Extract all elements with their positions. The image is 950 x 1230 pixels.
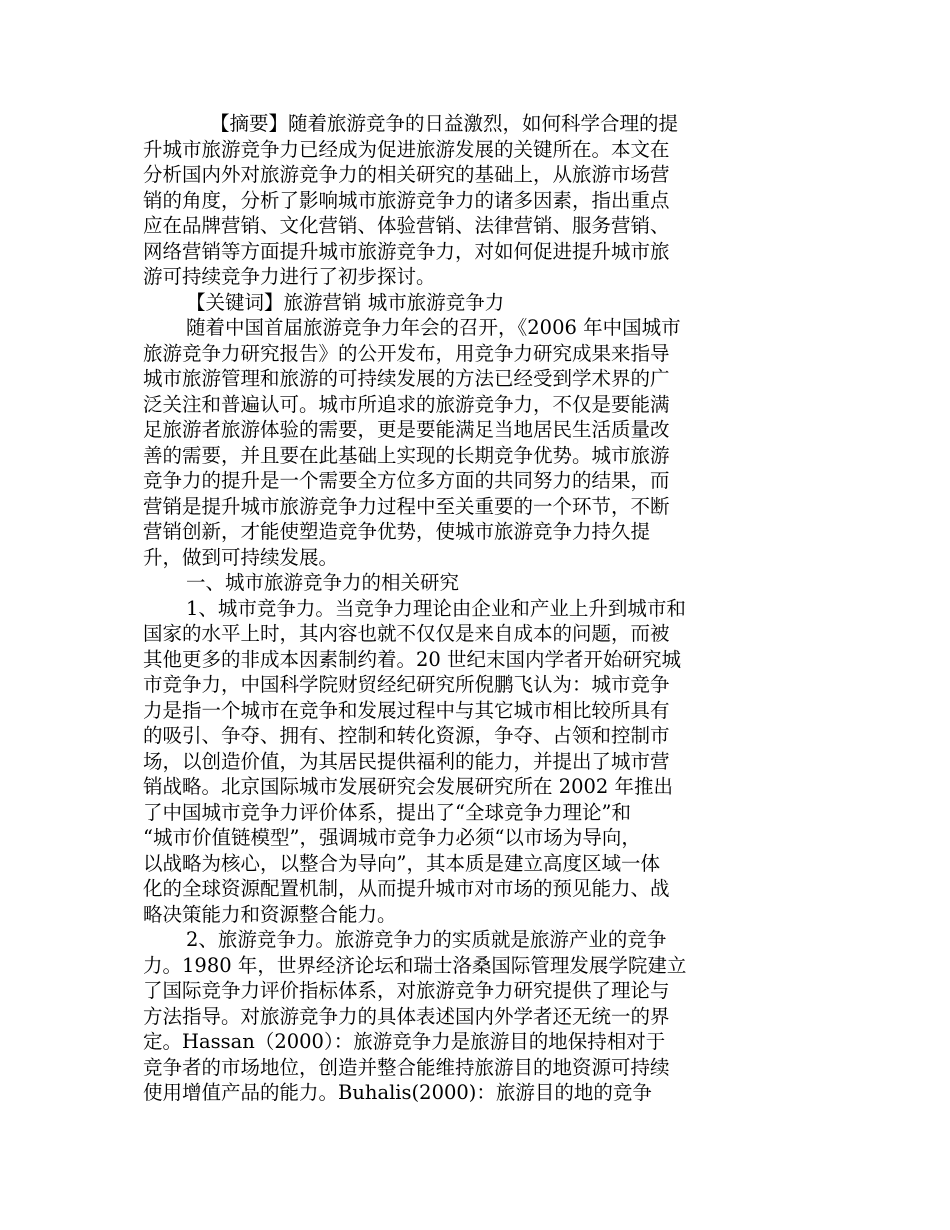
- text-line: 升，做到可持续发展。: [143, 545, 339, 569]
- text-line: 城市旅游管理和旅游的可持续发展的方法已经受到学术界的广: [143, 367, 670, 390]
- text-line: 略决策能力和资源整合能力。: [143, 902, 397, 926]
- text-line: 力。1980 年，世界经济论坛和瑞士洛桑国际管理发展学院建立: [143, 953, 687, 977]
- abstract-line: 【摘要】随着旅游竞争的日益激烈，如何科学合理的提: [210, 112, 679, 135]
- text-line: 力是指一个城市在竞争和发展过程中与其它城市相比较所具有: [143, 698, 670, 722]
- text-line: 的吸引、争夺、拥有、控制和转化资源，争夺、占领和控制市: [143, 724, 670, 747]
- text-line: 升城市旅游竞争力已经成为促进旅游发展的关键所在。本文在: [143, 137, 670, 161]
- text-line: 应在品牌营销、文化营销、体验营销、法律营销、服务营销、: [143, 214, 670, 237]
- text-line: 泛关注和普遍认可。城市所追求的旅游竞争力，不仅是要能满: [143, 392, 670, 416]
- text-line: 旅游竞争力研究报告》的公开发布，用竞争力研究成果来指导: [143, 341, 670, 365]
- text-line: 网络营销等方面提升城市旅游竞争力，对如何促进提升城市旅: [143, 239, 670, 263]
- paragraph-first-line: 2、旅游竞争力。旅游竞争力的实质就是旅游产业的竞争: [186, 928, 667, 951]
- text-line: 场，以创造价值，为其居民提供福利的能力，并提出了城市营: [143, 749, 670, 773]
- text-line: 善的需要，并且要在此基础上实现的长期竞争优势。城市旅游: [143, 443, 670, 467]
- paragraph-first-line: 一、城市旅游竞争力的相关研究: [186, 571, 460, 594]
- document-body: [143, 111, 748, 1106]
- text-line: 其他更多的非成本因素制约着。20 世纪末国内学者开始研究城: [143, 647, 682, 671]
- text-line: 足旅游者旅游体验的需要，更是要能满足当地居民生活质量改: [143, 418, 670, 441]
- text-line: 销战略。北京国际城市发展研究会发展研究所在 2002 年推出: [143, 775, 674, 798]
- text-line: 了中国城市竞争力评价体系，提出了“全球竞争力理论”和: [143, 800, 631, 824]
- text-line: 销的角度，分析了影响城市旅游竞争力的诸多因素，指出重点: [143, 188, 670, 212]
- text-line: “城市价值链模型”，强调城市竞争力必须“以市场为导向，: [143, 826, 641, 849]
- text-line: 了国际竞争力评价指标体系，对旅游竞争力研究提供了理论与: [143, 979, 670, 1002]
- text-line: 国家的水平上时，其内容也就不仅仅是来自成本的问题，而被: [143, 622, 670, 645]
- text-line: 以战略为核心，以整合为导向”，其本质是建立高度区域一体: [143, 851, 660, 875]
- text-line: 游可持续竞争力进行了初步探讨。: [143, 265, 436, 288]
- paragraph-first-line: 随着中国首届旅游竞争力年会的召开，《2006 年中国城市: [186, 316, 681, 339]
- text-line: 营销是提升城市旅游竞争力过程中至关重要的一个环节，不断: [143, 494, 670, 518]
- text-line: 定。Hassan（2000）：旅游竞争力是旅游目的地保持相对于: [143, 1030, 666, 1053]
- text-line: 方法指导。对旅游竞争力的具体表述国内外学者还无统一的界: [143, 1004, 670, 1028]
- keywords-line: 【关键词】旅游营销 城市旅游竞争力: [186, 290, 505, 314]
- paragraph-first-line: 1、城市竞争力。当竞争力理论由企业和产业上升到城市和: [186, 596, 686, 620]
- text-line: 使用增值产品的能力。Buhalis(2000)：旅游目的地的竞争: [143, 1081, 652, 1104]
- text-line: 市竞争力，中国科学院财贸经纪研究所倪鹏飞认为：城市竞争: [143, 673, 670, 696]
- text-line: 营销创新，才能使塑造竞争优势，使城市旅游竞争力持久提: [143, 520, 651, 543]
- text-line: 分析国内外对旅游竞争力的相关研究的基础上，从旅游市场营: [143, 163, 670, 186]
- text-line: 竞争力的提升是一个需要全方位多方面的共同努力的结果，而: [143, 469, 670, 492]
- text-line: 化的全球资源配置机制，从而提升城市对市场的预见能力、战: [143, 877, 670, 900]
- text-line: 竞争者的市场地位，创造并整合能维持旅游目的地资源可持续: [143, 1055, 670, 1079]
